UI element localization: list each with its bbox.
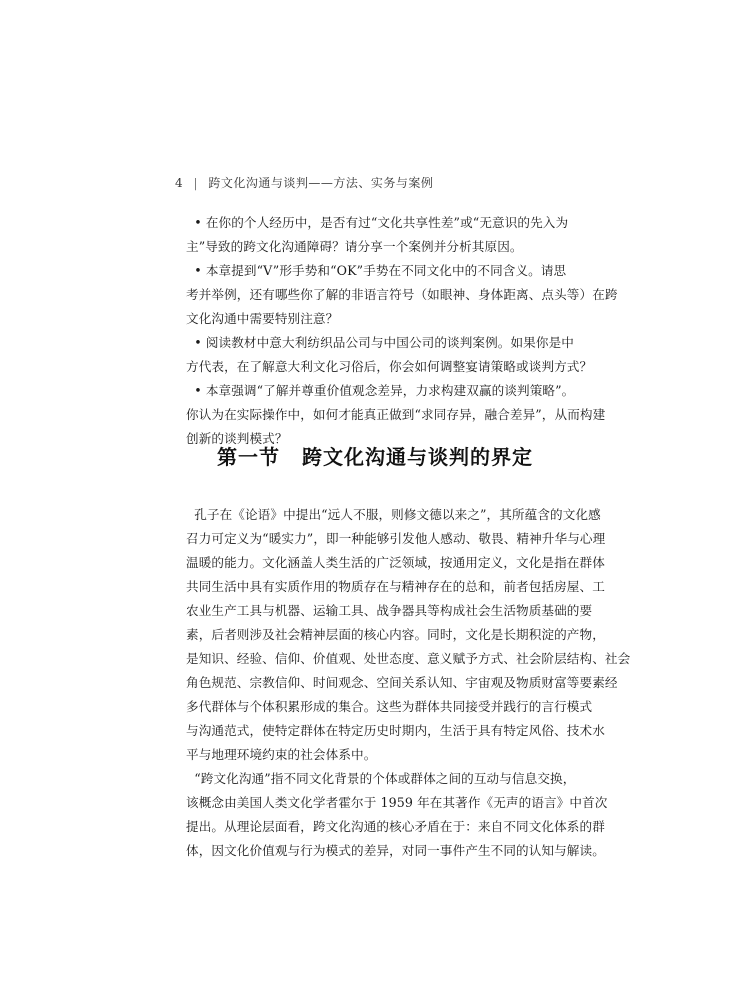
question-line: • 阅读教材中意大利纺织品公司与中国公司的谈判案例。如果你是中 (186, 335, 574, 350)
question-line: • 在你的个人经历中，是否有过“文化共享性差”或“无意识的先入为 (186, 215, 569, 230)
body-line: “跨文化沟通”指不同文化背景的个体或群体之间的互动与信息交换， (186, 771, 576, 786)
body-line: 召力可定义为“暖实力”，即一种能够引发他人感动、敬畏、精神升华与心理 (186, 531, 606, 546)
section-title: 跨文化沟通与谈判的界定 (302, 445, 533, 469)
page-number: 4 (175, 176, 184, 190)
body-line: 与沟通范式，使特定群体在特定历史时期内，生活于具有特定风俗、技术水 (186, 723, 605, 738)
question-line: 创新的谈判模式？ (186, 431, 288, 446)
question-line: • 本章强调“了解并尊重价值观念差异，力求构建双赢的谈判策略”。 (186, 383, 575, 398)
section-heading (0, 441, 750, 470)
body-line: 温暖的能力。文化涵盖人类生活的广泛领域，按通用定义，文化是指在群体 (186, 555, 605, 570)
question-line: 文化沟通中需要特别注意？ (186, 311, 339, 326)
question-line: 考并举例，还有哪些你了解的非语言符号（如眼神、身体距离、点头等）在跨 (186, 287, 618, 302)
question-line: 你认为在实际操作中，如何才能真正做到“求同存异，融合差异”，从而构建 (186, 407, 606, 422)
body-line: 农业生产工具与机器、运输工具、战争器具等构成社会生活物质基础的要 (186, 603, 593, 618)
body-line: 多代群体与个体积累形成的集合。这些为群体共同接受并践行的言行模式 (186, 699, 593, 714)
body-line: 是知识、经验、信仰、价值观、处世态度、意义赋予方式、社会阶层结构、社会 (186, 651, 631, 666)
body-line: 平与地理环境约束的社会体系中。 (186, 747, 377, 762)
body-line: 体，因文化价值观与行为模式的差异，对同一事件产生不同的认知与解读。 (186, 843, 605, 858)
question-line: • 本章提到“V”形手势和“OK”手势在不同文化中的不同含义。请思 (186, 263, 567, 278)
running-header (175, 174, 433, 191)
header-separator: | (193, 176, 199, 190)
question-line: 方代表，在了解意大利文化习俗后，你会如何调整宴请策略或谈判方式？ (186, 359, 593, 374)
body-line: 素，后者则涉及社会精神层面的核心内容。同时，文化是长期积淀的产物， (186, 627, 605, 642)
section-label: 第一节 (217, 445, 280, 469)
body-line: 角色规范、宗教信仰、时间观念、空间关系认知、宇宙观及物质财富等要素经 (186, 675, 618, 690)
question-line: 主”导致的跨文化沟通障碍？请分享一个案例并分析其原因。 (186, 239, 523, 254)
body-line: 共同生活中具有实质作用的物质存在与精神存在的总和，前者包括房屋、工 (186, 579, 605, 594)
body-line: 该概念由美国人类文化学者霍尔于 1959 年在其著作《无声的语言》中首次 (186, 795, 608, 810)
book-title: 跨文化沟通与谈判——方法、实务与案例 (208, 176, 434, 190)
body-line: 孔子在《论语》中提出“远人不服，则修文德以来之”，其所蕴含的文化感 (186, 507, 601, 522)
body-line: 提出。从理论层面看，跨文化沟通的核心矛盾在于：来自不同文化体系的群 (186, 819, 605, 834)
